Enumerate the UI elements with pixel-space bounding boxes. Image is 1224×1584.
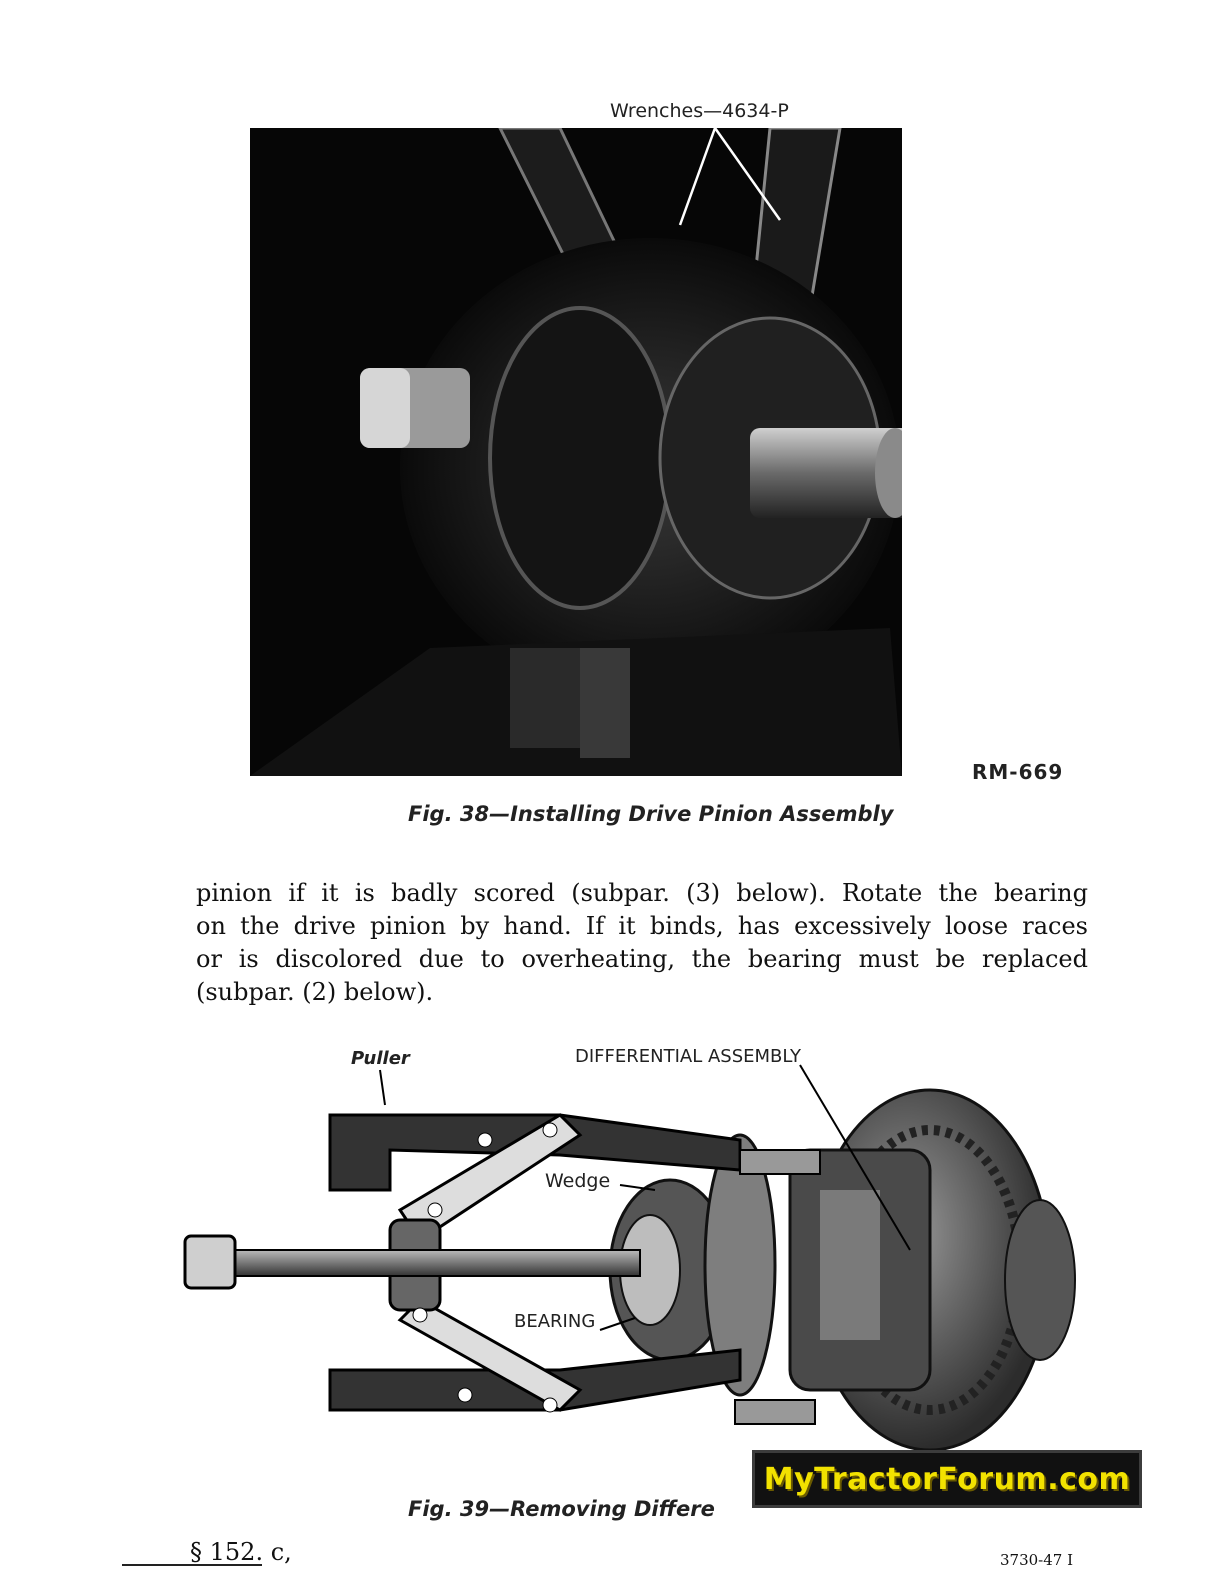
paragraph-line: pinion if it is badly scored (subpar. (3) below). Rotate the bearing — [196, 879, 1088, 907]
watermark-text: MyTractorForum.com — [763, 1461, 1131, 1497]
fig38-leader-lines — [660, 120, 800, 240]
section-reference: § 152. c, — [190, 1538, 292, 1566]
figure-39-illustration — [180, 1040, 1100, 1450]
paragraph-line: (subpar. (2) below). — [196, 978, 434, 1006]
fig39-wedge-label: Wedge — [545, 1170, 611, 1192]
fig39-caption: Fig. 39—Removing Differe — [408, 1497, 715, 1521]
figure-38-photo — [250, 128, 902, 776]
body-paragraph — [196, 877, 1088, 1009]
fig38-wrenches-label: Wrenches—4634-P — [610, 100, 789, 122]
footer-rule — [122, 1564, 262, 1566]
fig38-ref-code: RM-669 — [972, 760, 1064, 784]
document-code: 3730-47 I — [1000, 1551, 1074, 1569]
fig39-differential-label: DIFFERENTIAL ASSEMBLY — [575, 1046, 802, 1067]
paragraph-line: on the drive pinion by hand. If it binds, has excessively loose races — [196, 912, 1088, 940]
fig39-puller-label: Puller — [351, 1048, 410, 1069]
fig39-bearing-label: BEARING — [514, 1311, 596, 1332]
watermark-logo — [752, 1450, 1142, 1508]
fig38-caption: Fig. 38—Installing Drive Pinion Assembly — [408, 802, 894, 826]
paragraph-line: or is discolored due to overheating, the bearing must be replaced — [196, 945, 1088, 973]
